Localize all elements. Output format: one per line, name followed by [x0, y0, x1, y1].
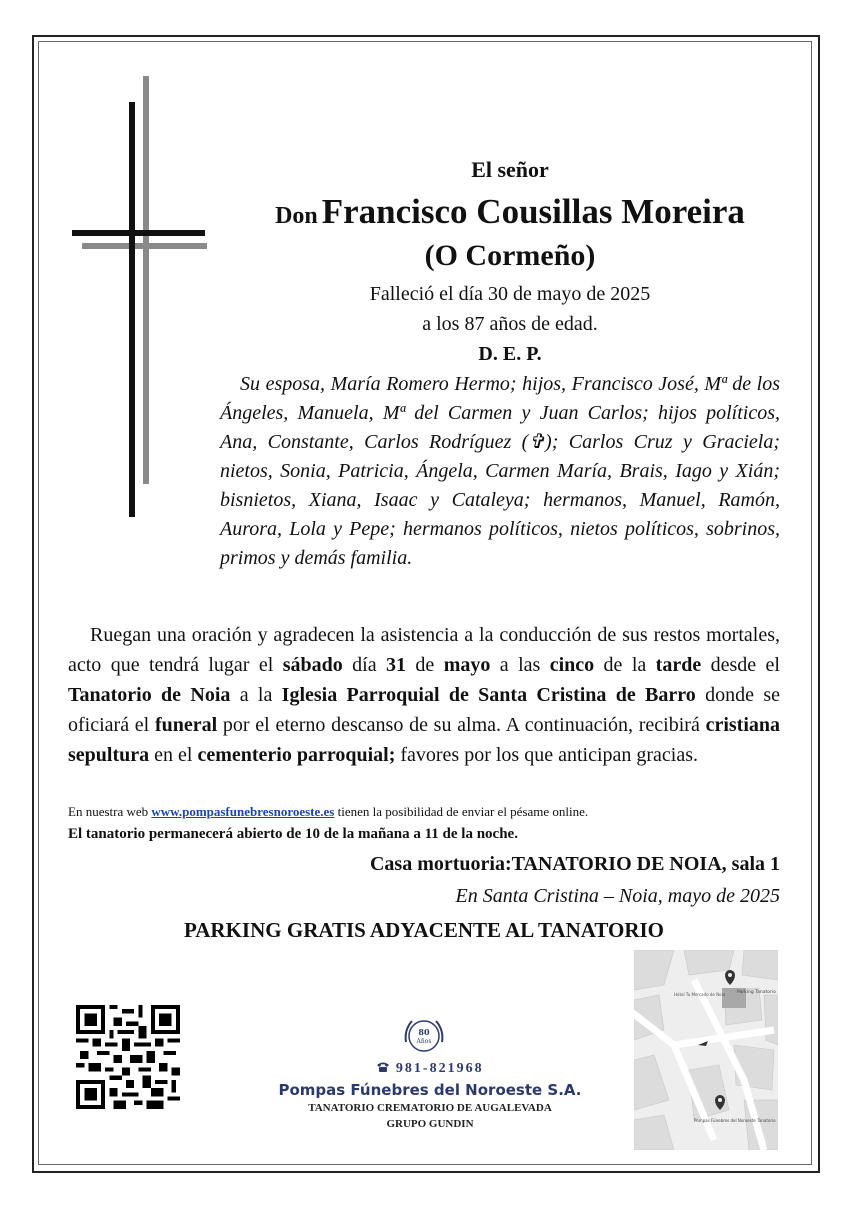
- qr-code-icon[interactable]: [76, 1005, 180, 1109]
- cross-grey-horizontal: [82, 243, 207, 249]
- seal-word: Años: [416, 1038, 432, 1045]
- parking-notice: PARKING GRATIS ADYACENTE AL TANATORIO: [184, 918, 664, 942]
- casa-mortuoria: Casa mortuoria:TANATORIO DE NOIA, sala 1: [369, 853, 780, 875]
- website-link[interactable]: www.pompasfunebresnoroeste.es: [151, 804, 335, 819]
- place-date: En Santa Cristina – Noia, mayo de 2025: [455, 885, 780, 907]
- cross-black-vertical: [129, 102, 135, 517]
- company-subtitle-1: TANATORIO CREMATORIO DE AUGALEVADA: [308, 1102, 552, 1114]
- age: a los 87 años de edad.: [422, 313, 598, 335]
- company-name: Pompas Fúnebres del Noroeste S.A.: [278, 1081, 582, 1099]
- seal-number: 80: [418, 1027, 430, 1037]
- cross-black-horizontal: [72, 230, 205, 236]
- alias: (O Cormeño): [424, 239, 596, 272]
- deceased-name-row: [220, 192, 800, 232]
- deceased-name: Francisco Cousillas Moreira: [321, 192, 745, 231]
- telephone-icon: [376, 1061, 390, 1073]
- cross-grey-vertical: [143, 76, 149, 484]
- dep: D. E. P.: [478, 343, 542, 365]
- company-subtitle-2: GRUPO GUNDIN: [386, 1118, 474, 1130]
- service-paragraph: Ruegan una oración y agradecen la asistencia a la conducción de sus restos mortales, acto que tendrá lugar el sábado día 31 de mayo a las cinco de la tarde desde el Tanatorio de Noia a la Iglesia Parroquial de Santa Cristina de Barro donde se oficiará el funeral por el eterno descanso de su alma. A continuación, recibirá cristiana sepultura en el cementerio parroquial; favores por los que anticipan gracias.: [68, 624, 780, 766]
- anniversary-seal-icon: [400, 1012, 448, 1060]
- family-list: [220, 370, 780, 573]
- el-senor: El señor: [471, 157, 549, 182]
- family-text: Su esposa, María Romero Hermo; hijos, Francisco José, Mª de los Ángeles, Manuela, Mª del Carmen y Juan Carlos; hijos políticos, Ana, Constante, Carlos Rodríguez (✞); Carlos Cruz y Graciela; nietos, Sonia, Patricia, Ángela, Carmen María, Brais, Iago y Xián; bisnietos, Xiana, Isaac y Cataleya; hermanos, Manuel, Ramón, Aurora, Lola y Pepe; hermanos políticos, nietos políticos, sobrinos, primos y demás familia.: [220, 373, 780, 569]
- map-label-tanatorio: Pompas Fúnebres del Noroeste Tanatorio: [694, 1118, 776, 1123]
- map-label-hotel: Hotel Tu Mercado de Noia: [674, 992, 726, 997]
- location-map[interactable]: [634, 950, 778, 1150]
- death-date: Falleció el día 30 de mayo de 2025: [369, 283, 651, 305]
- don-title: Don: [275, 203, 318, 229]
- phone-row[interactable]: [270, 1061, 590, 1077]
- opening-hours: El tanatorio permanecerá abierto de 10 de la mañana a 11 de la noche.: [68, 826, 518, 842]
- phone-number: 981-821968: [395, 1061, 484, 1076]
- web-note: En nuestra web www.pompasfunebresnoroeste.es tienen la posibilidad de enviar el pésame online.: [68, 804, 589, 819]
- map-label-parking: Parking Tanatorio: [737, 990, 776, 995]
